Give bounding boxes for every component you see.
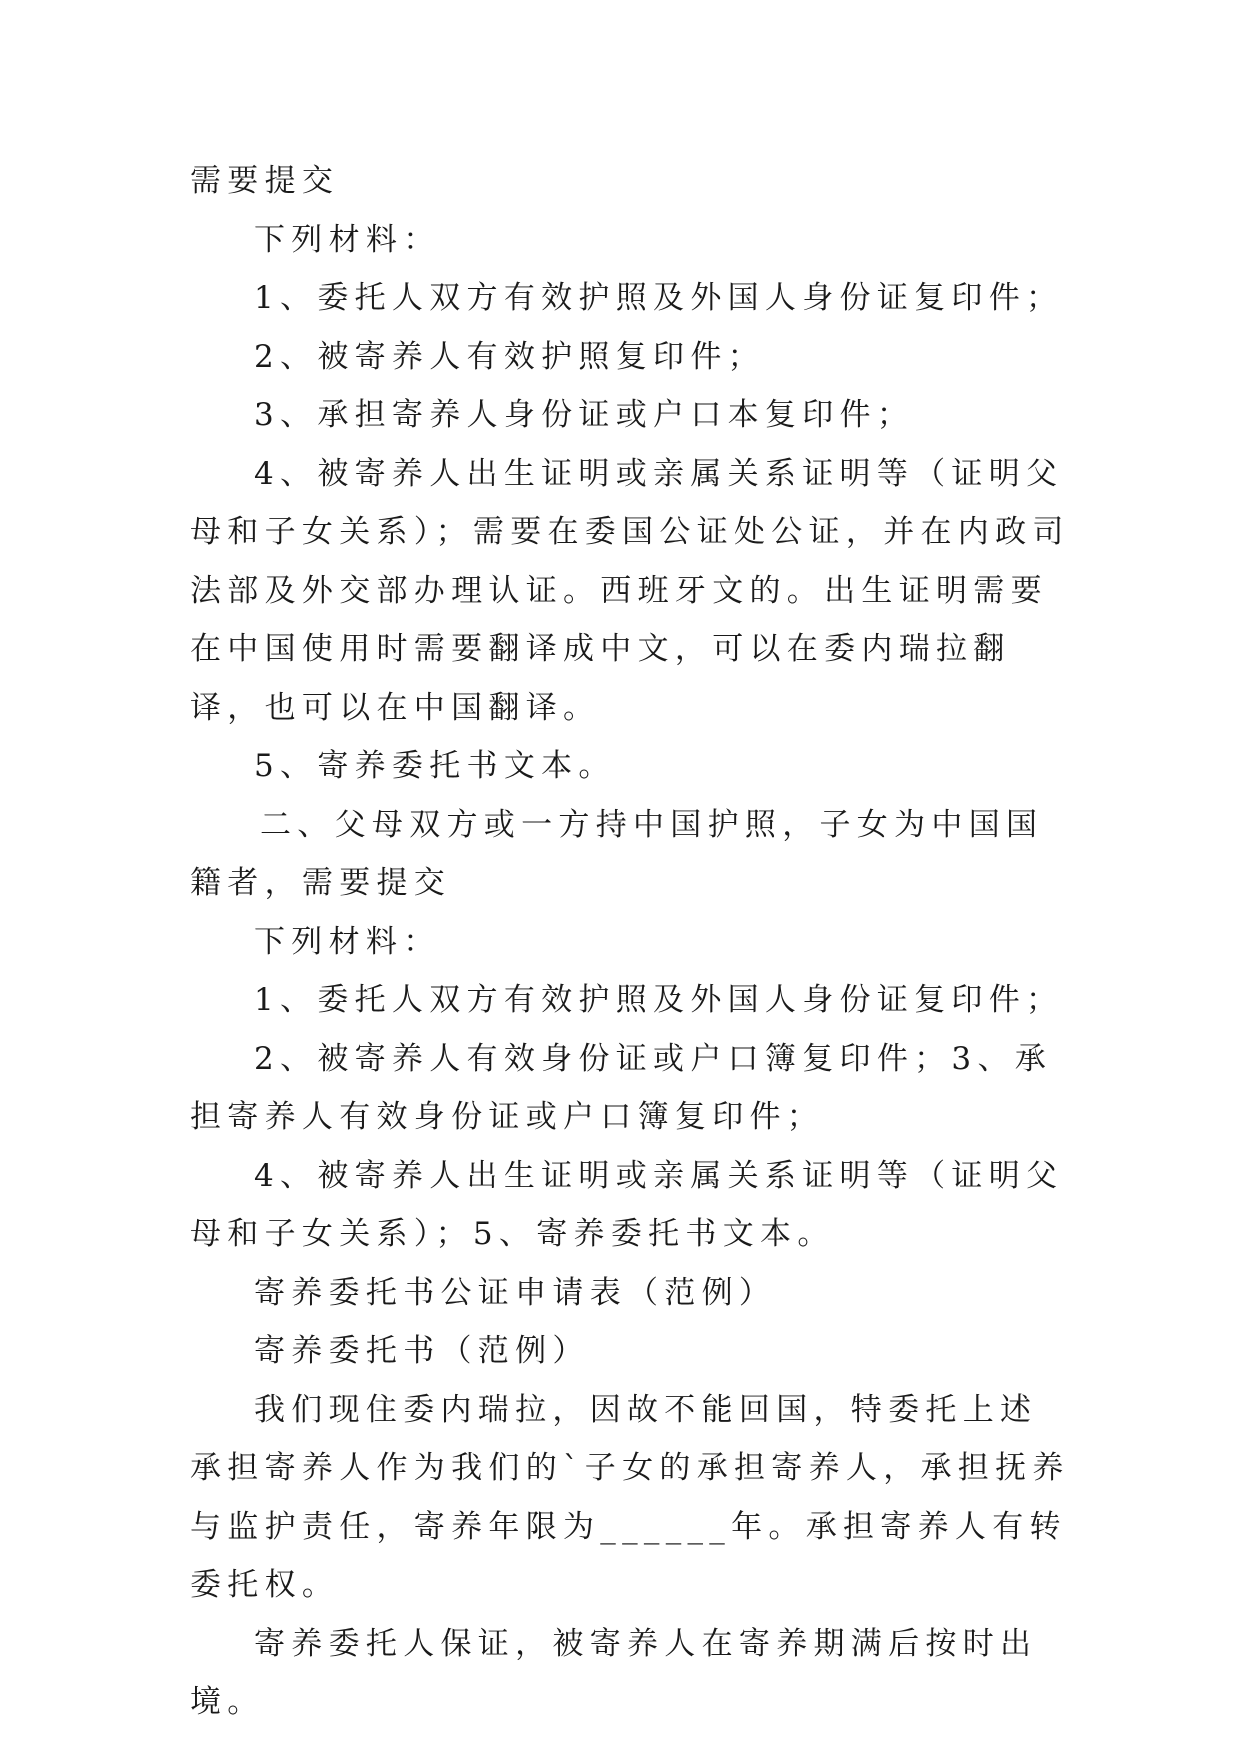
paragraph-entrustment-title: 寄养委托书（范例） (254, 1333, 590, 1369)
paragraph-materials-label-2: 下列材料： (254, 923, 441, 960)
paragraph-materials-label: 下列材料： (254, 221, 441, 258)
paragraph-submit-heading: 需要提交 (190, 163, 340, 199)
paragraph-item-2b-3b: 2、被寄养人有效身份证或户口簿复印件；3、承担寄养人有效身份证或户口簿复印件； (190, 1040, 1053, 1135)
paragraph-item-4: 4、被寄养人出生证明或亲属关系证明等（证明父母和子女关系）；需要在委国公证处公证，并在内政司法部及外交部办理认证。西班牙文的。出生证明需要在中国使用时需要翻译成中文，可以在委内瑞拉翻译，也可以在中国翻译。 (190, 455, 1070, 726)
paragraph-item-2: 2、被寄养人有效护照复印件； (254, 338, 765, 375)
paragraph-item-5: 5、寄养委托书文本。 (254, 748, 616, 784)
paragraph-item-1: 1、委托人双方有效护照及外国人身份证复印件； (254, 280, 1064, 316)
paragraph-section-two: 二、父母双方或一方持中国护照，子女为中国国籍者，需要提交 (190, 806, 1044, 901)
paragraph-application-form-title: 寄养委托书公证申请表（范例） (254, 1274, 777, 1311)
paragraph-item-1b: 1、委托人双方有效护照及外国人身份证复印件； (254, 982, 1064, 1018)
document-body (190, 152, 1070, 1732)
paragraph-entrustment-body: 我们现住委内瑞拉，因故不能回国，特委托上述承担寄养人作为我们的`子女的承担寄养人，承担抚养与监护责任，寄养年限为______年。承担寄养人有转委托权。 (190, 1391, 1070, 1603)
paragraph-guarantee: 寄养委托人保证，被寄养人在寄养期满后按时出境。 (190, 1625, 1038, 1720)
paragraph-item-3: 3、承担寄养人身份证或户口本复印件； (254, 397, 915, 433)
paragraph-item-4b-5b: 4、被寄养人出生证明或亲属关系证明等（证明父母和子女关系）；5、寄养委托书文本。 (190, 1157, 1064, 1252)
